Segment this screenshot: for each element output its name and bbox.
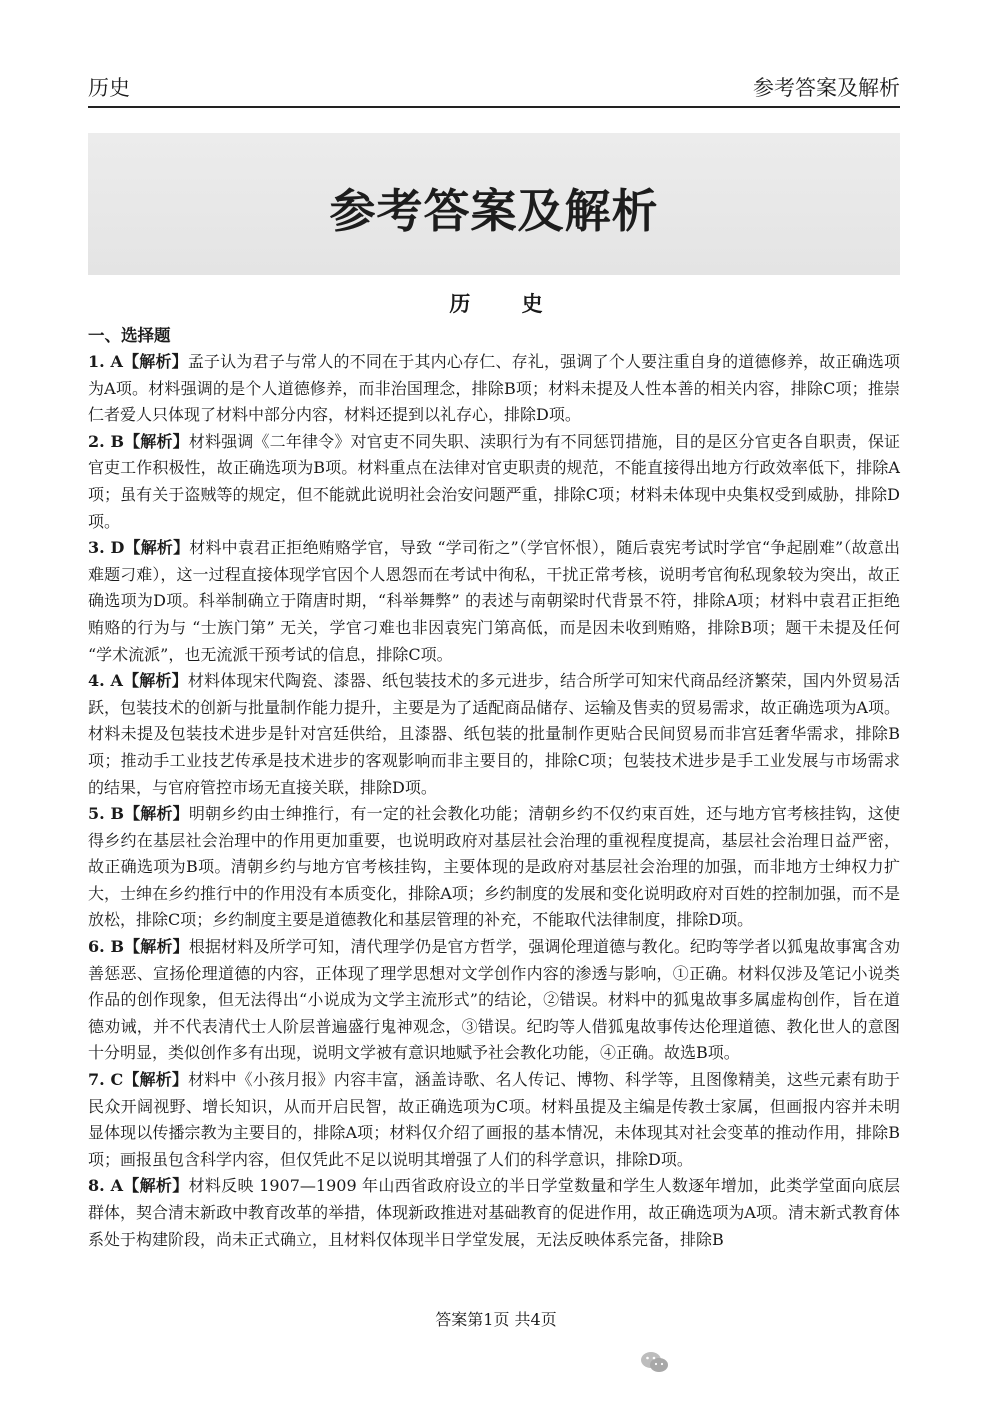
- answer-tag: 7. C【解析】: [88, 1070, 189, 1090]
- wechat-icon: [640, 1350, 670, 1374]
- answer-tag: 4. A【解析】: [88, 671, 188, 691]
- answer-tag: 6. B【解析】: [88, 937, 189, 957]
- header-doc-title: 参考答案及解析: [753, 76, 900, 100]
- subject-heading: 历 史: [449, 291, 565, 316]
- section-title: 一、选择题: [88, 326, 171, 345]
- answer-tag: 2. B【解析】: [88, 431, 189, 451]
- page-header: [88, 78, 900, 108]
- title-banner: [88, 133, 900, 275]
- answer-item-2: [88, 429, 900, 535]
- answer-content: [88, 323, 900, 1253]
- answer-text: 材料体现宋代陶瓷、漆器、纸包装技术的多元进步，结合所学可知宋代商品经济繁荣，国内外贸易活跃，包装技术的创新与批量制作能力提升，主要是为了适配商品储存、运输及售卖的贸易需求，故正确选项为A项。材料未提及包装技术进步是针对宫廷供给，且漆器、纸包装的批量制作更贴合民间贸易而非宫廷奢华需求，排除B项；推动手工业技艺传承是技术进步的客观影响而非主要目的，排除C项；包装技术进步是手工业发展与市场需求的结果，与官府管控市场无直接关联，排除D项。: [88, 671, 900, 797]
- answer-item-7: [88, 1067, 900, 1173]
- banner-title: 参考答案及解析: [329, 184, 659, 238]
- answer-tag: 3. D【解析】: [88, 538, 190, 558]
- answer-item-1: [88, 349, 900, 429]
- header-subject: 历史: [88, 76, 130, 100]
- answer-text: 明朝乡约由士绅推行，有一定的社会教化功能；清朝乡约不仅约束百姓，还与地方官考核挂钩，这使得乡约在基层社会治理中的作用更加重要，也说明政府对基层社会治理的重视程度提高，基层社会治理日益严密，故正确选项为B项。清朝乡约与地方官考核挂钩，主要体现的是政府对基层社会治理的加强，而非地方士绅权力扩大，士绅在乡约推行中的作用没有本质变化，排除A项；乡约制度的发展和变化说明政府对百姓的控制加强，而不是放松，排除C项；乡约制度主要是道德教化和基层管理的补充，不能取代法律制度，排除D项。: [88, 804, 900, 930]
- answer-tag: 5. B【解析】: [88, 804, 189, 824]
- answer-tag: 1. A【解析】: [88, 352, 188, 371]
- answer-text: 材料反映 1907—1909 年山西省政府设立的半日学堂数量和学生人数逐年增加，此类学堂面向底层群体，契合清末新政中教育改革的举措，体现新政推进对基础教育的促进作用，故正确选项为A项。清末新式教育体系处于构建阶段，尚未正式确立，且材料仅体现半日学堂发展，无法反映体系完备，排除B: [88, 1176, 900, 1249]
- answer-text: 材料中《小孩月报》内容丰富，涵盖诗歌、名人传记、博物、科学等，且图像精美，这些元素有助于民众开阔视野、增长知识，从而开启民智，故正确选项为C项。材料虽提及主编是传教士家属，但画报内容并未明显体现以传播宗教为主要目的，排除A项；材料仅介绍了画报的基本情况，未体现其对社会变革的推动作用，排除B项；画报虽包含科学内容，但仅凭此不足以说明其增强了人们的科学意识，排除D项。: [88, 1070, 900, 1169]
- answer-text: 孟子认为君子与常人的不同在于其内心存仁、存礼，强调了个人要注重自身的道德修养，故正确选项为A项。材料强调的是个人道德修养，而非治国理念，排除B项；材料未提及人性本善的相关内容，排除C项；推崇仁者爱人只体现了材料中部分内容，材料还提到以礼存心，排除D项。: [88, 352, 900, 425]
- answer-item-8: [88, 1173, 900, 1253]
- answer-tag: 8. A【解析】: [88, 1176, 189, 1196]
- answer-item-6: [88, 934, 900, 1067]
- answer-item-4: [88, 668, 900, 801]
- answer-text: 材料中袁君正拒绝贿赂学官，导致 “学司衔之”（学官怀恨），随后袁宪考试时学官“争起剧难”（故意出难题刁难），这一过程直接体现学官因个人恩怨而在考试中徇私，干扰正常考核，说明考官徇私现象较为突出，故正确选项为D项。科举制确立于隋唐时期，“科举舞弊” 的表述与南朝梁时代背景不符，排除A项；材料中袁君正拒绝贿赂的行为与 “士族门第” 无关，学官刁难也非因袁宪门第高低，而是因未收到贿赂，排除B项；题干未提及任何 “学术流派”，也无流派干预考试的信息，排除C项。: [88, 538, 900, 664]
- page-footer: 答案第1页 共4页: [435, 1310, 557, 1329]
- answer-text: 根据材料及所学可知，清代理学仍是官方哲学，强调伦理道德与教化。纪昀等学者以狐鬼故事寓含劝善惩恶、宣扬伦理道德的内容，正体现了理学思想对文学创作内容的渗透与影响，①正确。材料仅涉及笔记小说类作品的创作现象，但无法得出“小说成为文学主流形式”的结论，②错误。材料中的狐鬼故事多属虚构创作，旨在道德劝诫，并不代表清代士人阶层普遍盛行鬼神观念，③错误。纪昀等人借狐鬼故事传达伦理道德、教化世人的意图十分明显，类似创作多有出现，说明文学被有意识地赋予社会教化功能，④正确。故选B项。: [88, 937, 900, 1063]
- answer-item-3: [88, 535, 900, 668]
- answer-text: 材料强调《二年律令》对官吏不同失职、渎职行为有不同惩罚措施，目的是区分官吏各自职责，保证官吏工作积极性，故正确选项为B项。材料重点在法律对官吏职责的规范，不能直接得出地方行政效率低下，排除A项；虽有关于盗贼等的规定，但不能就此说明社会治安问题严重，排除C项；材料未体现中央集权受到威胁，排除D项。: [88, 431, 900, 531]
- answer-item-5: [88, 801, 900, 934]
